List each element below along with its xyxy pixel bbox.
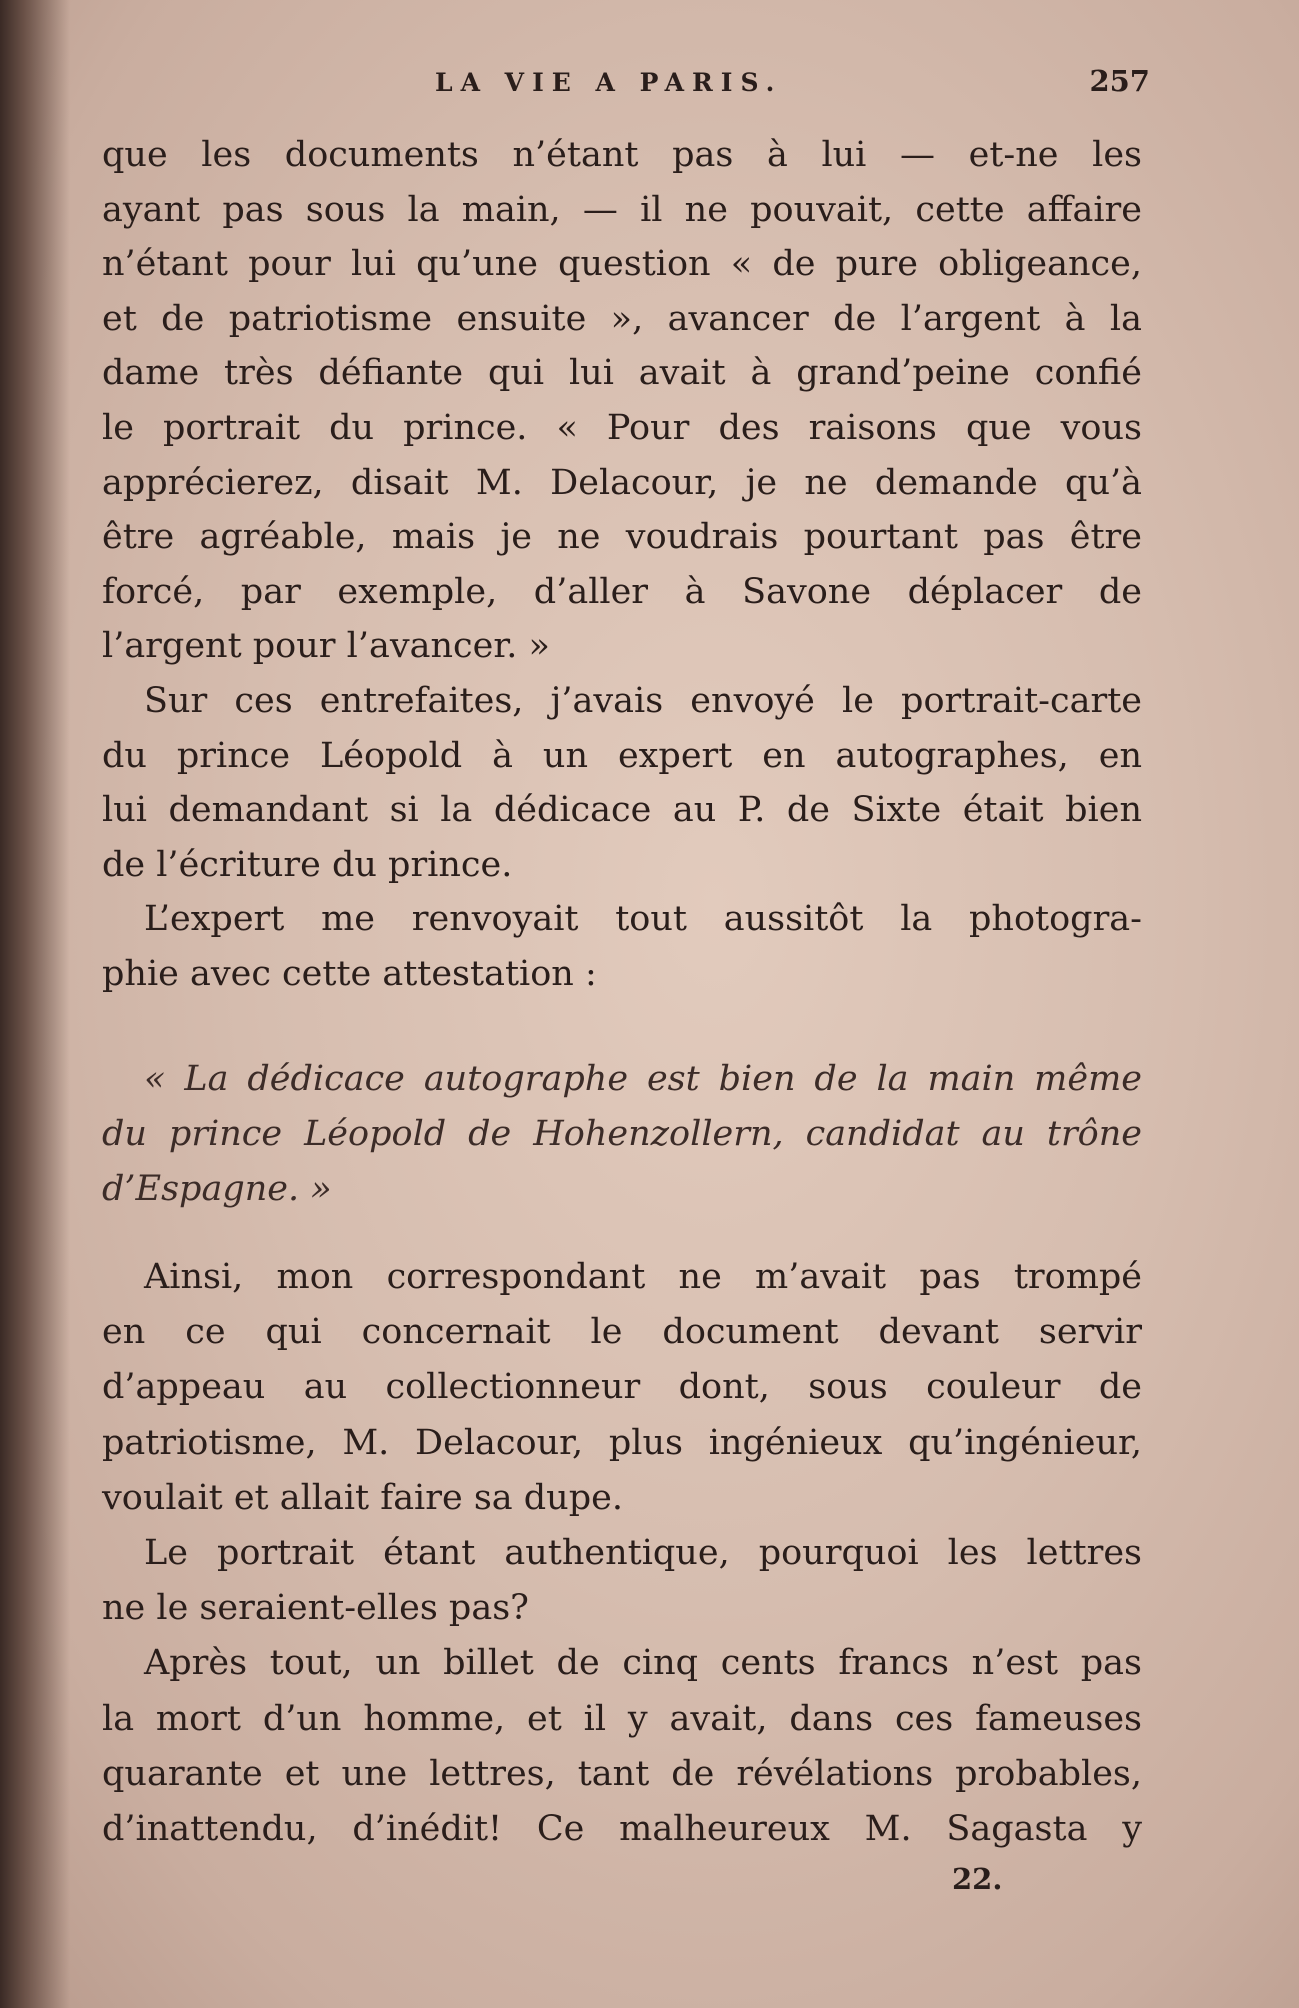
text-line: l’argent pour l’avancer. »: [102, 626, 550, 667]
quote-line: « La dédicace autographe est bien de la main même: [144, 1059, 1142, 1099]
running-header: [100, 64, 1150, 108]
text-line: voulait et allait faire sa dupe.: [102, 1477, 623, 1518]
paragraph-start-line: Sur ces entrefaites, j’avais envoyé le portrait-carte: [144, 680, 1142, 721]
text-line: du prince Léopold à un expert en autographes, en: [102, 735, 1142, 776]
text-line: de l’écriture du prince.: [102, 844, 513, 885]
paragraph-start-line: Ainsi, mon correspondant ne m’avait pas trompé: [144, 1257, 1142, 1297]
text-line: être agréable, mais je ne voudrais pourtant pas être: [102, 517, 1142, 558]
text-line: n’étant pour lui qu’une question « de pure obligeance,: [102, 244, 1142, 285]
text-line: phie avec cette attestation :: [102, 953, 597, 994]
text-line: forcé, par exemple, d’aller à Savone déplacer de: [102, 571, 1142, 612]
page-gutter-shadow: [0, 0, 70, 2008]
quote-line: du prince Léopold de Hohenzollern, candidat au trône: [102, 1114, 1142, 1154]
text-line: le portrait du prince. « Pour des raisons que vous: [102, 407, 1142, 448]
text-line: apprécierez, disait M. Delacour, je ne demande qu’à: [102, 462, 1142, 503]
quote-line: d’Espagne. »: [102, 1169, 332, 1209]
paragraph-start-line: L’expert me renvoyait tout aussitôt la photogra-: [144, 899, 1142, 940]
text-line: que les documents n’étant pas à lui — et-ne les: [102, 135, 1142, 175]
text-line: ayant pas sous la main, — il ne pouvait, cette affaire: [102, 189, 1142, 230]
text-line: d’inattendu, d’inédit! Ce malheureux M. Sagasta y: [102, 1809, 1142, 1850]
text-line: ne le seraient-elles pas?: [102, 1588, 529, 1629]
text-line: patriotisme, M. Delacour, plus ingénieux qu’ingénieur,: [102, 1422, 1142, 1463]
running-title: LA VIE A PARIS.: [435, 68, 783, 97]
text-line: quarante et une lettres, tant de révélations probables,: [102, 1753, 1142, 1794]
body-text-section-1: [102, 128, 1142, 1002]
page-number: 257: [1089, 64, 1150, 98]
body-text-section-2: [102, 1250, 1142, 1857]
text-line: d’appeau au collectionneur dont, sous couleur de: [102, 1367, 1142, 1408]
quoted-attestation: [102, 1052, 1142, 1217]
signature-mark: 22.: [952, 1862, 1003, 1896]
paragraph-start-line: Après tout, un billet de cinq cents francs n’est pas: [144, 1643, 1142, 1684]
text-line: lui demandant si la dédicace au P. de Sixte était bien: [102, 790, 1142, 831]
text-line: la mort d’un homme, et il y avait, dans ces fameuses: [102, 1698, 1142, 1739]
text-line: dame très défiante qui lui avait à grand’peine confié: [102, 353, 1142, 394]
paragraph-start-line: Le portrait étant authentique, pourquoi les lettres: [144, 1533, 1142, 1574]
text-line: et de patriotisme ensuite », avancer de l’argent à la: [102, 298, 1142, 339]
text-line: en ce qui concernait le document devant servir: [102, 1312, 1142, 1353]
